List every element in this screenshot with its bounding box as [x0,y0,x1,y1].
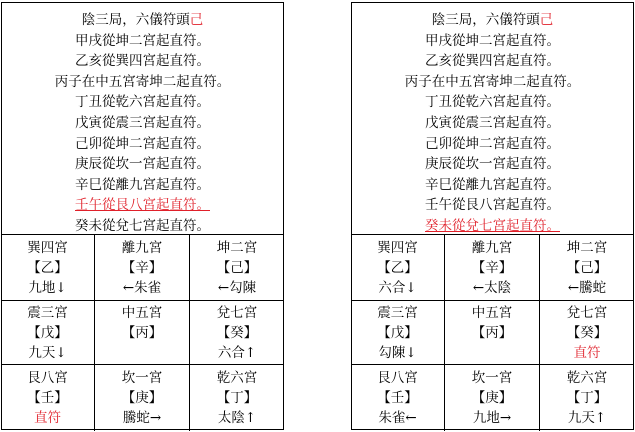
right-palace-palace: 乾六宮 [566,370,608,386]
left-palace-stem: 【丙】 [121,324,163,341]
left-title-main: 陰三局，六儀符頭 [81,12,190,28]
left-palace-cell [95,365,190,431]
left-text-block [2,3,283,235]
left-rule-line-text: 辛巳從離九宮起直符。 [75,176,210,193]
right-palace-cell [445,235,540,301]
left-palace-stem: 【己】 [216,259,258,276]
right-palace-cell [445,301,540,365]
left-palace-stem: 【庚】 [121,390,163,406]
left-palace-star: 直符 [34,410,61,426]
right-palace-palace: 中五宮 [471,304,513,321]
right-rule-line-text: 己卯從坤二宮起直符。 [425,135,560,152]
right-rule-line-text: 丙子在中五宮寄坤二起直符。 [404,73,581,90]
left-palace-star: 九地↓ [28,279,67,296]
right-palace-palace: 坎一宮 [471,370,513,386]
right-rule-line [352,31,633,52]
right-palace-cell [351,365,445,431]
right-rule-line-text: 辛巳從離九宮起直符。 [425,176,560,193]
right-rule-line [352,113,633,134]
right-palace-star: 朱雀← [378,410,417,426]
right-palace-palace: 兌七宮 [566,304,608,321]
right-palace-cell [445,365,540,431]
left-rule-line [2,113,283,134]
right-palace-stem: 【辛】 [471,259,513,276]
left-title-highlight: 己 [189,12,204,28]
right-palace-palace: 艮八宮 [377,370,418,386]
left-palace-palace: 兌七宮 [216,304,258,321]
left-rule-line [2,195,283,216]
left-palace-star: ←朱雀 [122,279,162,296]
right-rule-line-text: 庚辰從坎一宮起直符。 [425,156,560,173]
right-palace-star: 九地→ [472,410,512,426]
left-palace-cell [1,365,95,431]
right-palace-cell [351,301,445,365]
left-rule-line-text: 癸未從兌七宮起直符。 [75,217,210,234]
right-palace-cell [540,301,634,365]
right-rule-line [352,72,633,93]
right-palace-stem: 【戊】 [377,324,418,341]
left-rule-line-text: 乙亥從巽四宮起直符。 [75,53,210,70]
right-lines [352,31,633,237]
right-palace-cell [540,235,634,301]
right-text-block [352,3,633,235]
left-palace-grid [1,234,284,430]
left-rule-line [2,175,283,196]
right-palace-stem: 【癸】 [566,324,608,341]
left-panel [1,2,284,430]
left-palace-star: ←勾陳 [217,279,257,296]
right-palace-palace: 離九宮 [471,239,513,256]
right-rule-line-text: 戊寅從震三宮起直符。 [425,114,560,131]
left-palace-stem: 【癸】 [216,324,258,341]
left-palace-cell [1,235,95,301]
left-palace-stem: 【辛】 [121,259,163,276]
left-palace-palace: 乾六宮 [216,370,258,386]
left-palace-stem: 【丁】 [216,390,258,406]
left-rule-line [2,154,283,175]
right-palace-stem: 【丁】 [566,390,608,406]
right-palace-stem: 【庚】 [471,390,513,406]
left-palace-stem: 【乙】 [27,259,68,276]
right-rule-line-text: 壬午從艮八宮起直符。 [425,197,560,214]
right-palace-stem: 【壬】 [377,390,418,406]
right-palace-palace: 震三宮 [377,304,418,321]
left-palace-palace: 震三宮 [27,304,68,321]
right-palace-star: 九天↑ [567,410,607,426]
right-rule-line [352,92,633,113]
right-palace-palace: 巽四宮 [377,239,418,256]
left-palace-palace: 巽四宮 [27,239,68,256]
left-palace-cell [95,235,190,301]
left-rule-line [2,134,283,155]
right-rule-line-text: 乙亥從巽四宮起直符。 [425,53,560,70]
right-rule-line [352,51,633,72]
left-rule-line-text: 戊寅從震三宮起直符。 [75,114,210,131]
right-palace-stem: 【己】 [566,259,608,276]
right-palace-star: 六合↓ [378,279,417,296]
left-rule-line-text: 己卯從坤二宮起直符。 [75,135,210,152]
left-palace-palace: 中五宮 [121,304,163,321]
left-lines [2,31,283,237]
right-palace-star: ←太陰 [472,279,512,296]
left-palace-cell [190,235,284,301]
left-rule-line-text: 甲戌從坤二宮起直符。 [75,32,210,49]
right-panel [351,2,634,430]
right-palace-cell [351,235,445,301]
left-rule-line-text: 丙子在中五宮寄坤二起直符。 [54,73,231,90]
left-palace-palace: 離九宮 [121,239,163,256]
left-palace-cell [190,365,284,431]
left-rule-line [2,72,283,93]
right-palace-stem: 【丙】 [471,324,513,341]
right-rule-line-text: 甲戌從坤二宮起直符。 [425,32,560,49]
right-palace-star: ←騰蛇 [567,279,607,296]
left-palace-cell [190,301,284,365]
right-palace-grid [351,234,634,430]
left-palace-cell [95,301,190,365]
left-palace-star: 六合↑ [217,344,257,361]
right-palace-cell [540,365,634,431]
left-rule-line [2,51,283,72]
right-palace-palace: 坤二宮 [566,239,608,256]
right-title [352,10,633,31]
left-palace-cell [1,301,95,365]
left-palace-star: 騰蛇→ [122,410,162,426]
left-rule-line-text: 庚辰從坎一宮起直符。 [75,156,210,173]
left-palace-stem: 【壬】 [27,390,68,406]
left-rule-line [2,92,283,113]
right-rule-line-text: 癸未從兌七宮起直符。 [425,217,560,234]
left-rule-line-text: 丁丑從乾六宮起直符。 [75,94,210,111]
left-palace-star: 九天↓ [28,344,67,361]
right-rule-line [352,134,633,155]
left-title [2,10,283,31]
left-rule-line-text: 壬午從艮八宮起直符。 [75,197,210,214]
left-rule-line [2,31,283,52]
right-rule-line-text: 丁丑從乾六宮起直符。 [425,94,560,111]
right-title-main: 陰三局，六儀符頭 [431,12,540,28]
right-palace-star: 勾陳↓ [378,344,417,361]
right-rule-line [352,195,633,216]
right-title-highlight: 己 [539,12,554,28]
right-rule-line [352,154,633,175]
left-palace-palace: 坤二宮 [216,239,258,256]
left-palace-palace: 艮八宮 [27,370,68,386]
left-palace-stem: 【戊】 [27,324,68,341]
right-palace-stem: 【乙】 [377,259,418,276]
right-rule-line [352,175,633,196]
left-palace-palace: 坎一宮 [121,370,163,386]
left-palace-star: 太陰↑ [217,410,257,426]
right-palace-star: 直符 [573,344,601,361]
